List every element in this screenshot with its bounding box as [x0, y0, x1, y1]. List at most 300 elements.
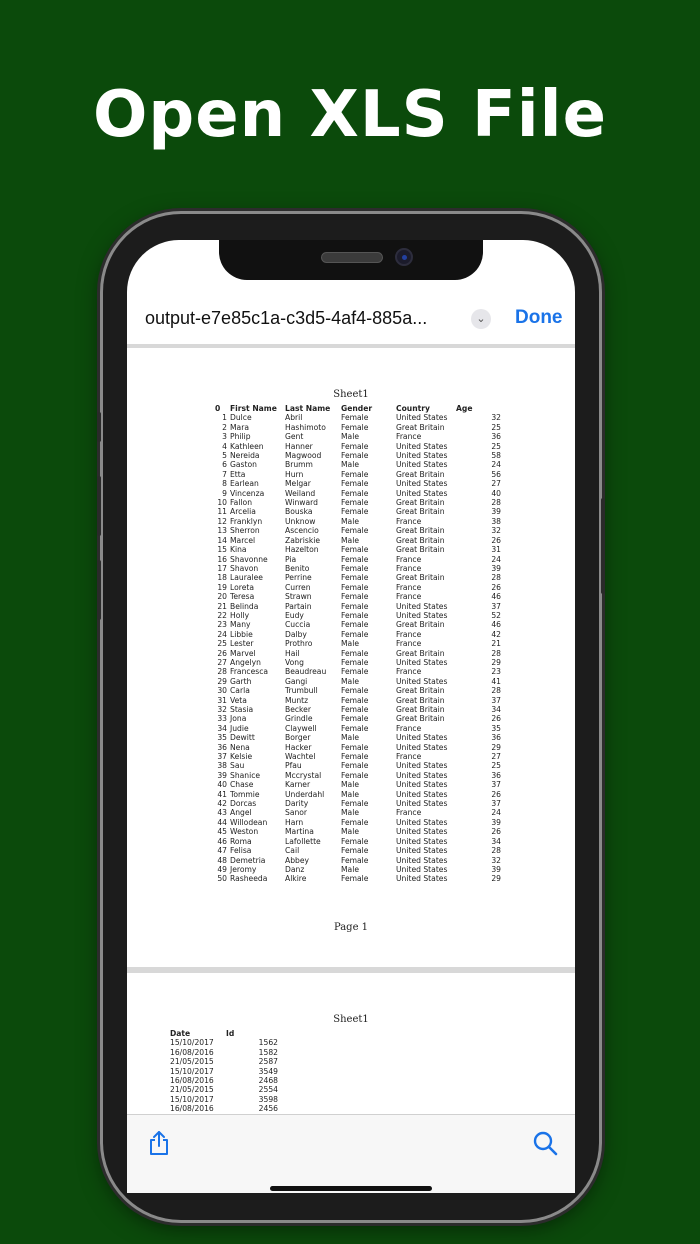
- table-cell: 24: [491, 808, 501, 818]
- table-cell: Great Britain: [396, 422, 445, 432]
- table-cell: Arcelia: [230, 507, 256, 517]
- table-row: [215, 423, 501, 432]
- table-cell: Sherron: [230, 526, 260, 536]
- table-cell: Female: [341, 498, 369, 508]
- table-cell: Female: [341, 573, 369, 583]
- table-cell: Nereida: [230, 451, 260, 461]
- table-cell: 42: [217, 799, 227, 809]
- table-cell: Etta: [230, 469, 246, 479]
- table-cell: Sanor: [285, 808, 308, 818]
- table-cell: 4: [222, 441, 227, 451]
- table-row: [215, 564, 501, 573]
- table-cell: Harn: [285, 817, 304, 827]
- table-cell: 26: [491, 582, 501, 592]
- table-cell: Female: [341, 563, 369, 573]
- table-cell: 34: [491, 705, 501, 714]
- table-cell: 27: [491, 752, 501, 762]
- table-row: [215, 507, 501, 516]
- table-cell: United States: [396, 836, 448, 846]
- table-cell: Belinda: [230, 601, 259, 611]
- table-cell: Many: [230, 620, 251, 630]
- table-row: [215, 517, 501, 526]
- table-row: [215, 432, 501, 441]
- table-cell: 29: [217, 676, 227, 686]
- table-cell: Female: [341, 422, 369, 432]
- table-cell: 21/05/2015: [170, 1085, 214, 1095]
- table-cell: France: [396, 629, 422, 639]
- table-row: [170, 1057, 278, 1066]
- table-cell: France: [396, 639, 422, 649]
- table-row: [215, 677, 501, 686]
- table-cell: Female: [341, 469, 369, 479]
- table-cell: Beaudreau: [285, 667, 327, 677]
- table-cell: 48: [217, 855, 227, 865]
- table-cell: 32: [491, 855, 501, 865]
- table-cell: 28: [491, 498, 501, 508]
- table-cell: 26: [491, 827, 501, 837]
- table-cell: Carla: [230, 686, 250, 696]
- volume-down-button: [97, 560, 101, 620]
- table-cell: France: [396, 808, 422, 818]
- table-cell: 32: [491, 413, 501, 423]
- table-cell: 47: [217, 846, 227, 856]
- table-cell: 12: [217, 516, 227, 526]
- table-cell: Male: [341, 432, 359, 442]
- table-cell: 46: [491, 592, 501, 602]
- table-cell: 56: [491, 469, 501, 479]
- table-cell: Male: [341, 460, 359, 470]
- table-cell: Male: [341, 789, 359, 799]
- table-cell: United States: [396, 610, 448, 620]
- table-cell: 11: [217, 507, 227, 517]
- table-cell: 25: [491, 441, 501, 451]
- table-row: [215, 714, 501, 723]
- table-row: [215, 489, 501, 498]
- table-cell: 1562: [258, 1038, 278, 1048]
- table-cell: Martina: [285, 827, 314, 837]
- table-cell: 21/05/2015: [170, 1057, 214, 1067]
- table-cell: United States: [396, 789, 448, 799]
- table-cell: 36: [491, 770, 501, 780]
- table-row: [170, 1067, 278, 1076]
- table-cell: Partain: [285, 601, 312, 611]
- table-row: [215, 724, 501, 733]
- table-row: [215, 413, 501, 422]
- table-cell: 37: [491, 695, 501, 705]
- table-cell: 15/10/2017: [170, 1038, 214, 1048]
- table-cell: Female: [341, 705, 369, 714]
- table-cell: 31: [217, 695, 227, 705]
- table-cell: Weiland: [285, 488, 316, 498]
- table-cell: Female: [341, 601, 369, 611]
- table-row: [215, 696, 501, 705]
- table-cell: Claywell: [285, 723, 317, 733]
- sheet-title: Sheet1: [333, 389, 369, 400]
- table-cell: 39: [491, 864, 501, 874]
- table-cell: United States: [396, 479, 448, 489]
- table-cell: Grindle: [285, 714, 313, 724]
- table-cell: Francesca: [230, 667, 269, 677]
- table-cell: Dalby: [285, 629, 307, 639]
- table-cell: 46: [217, 836, 227, 846]
- table-row: [215, 611, 501, 620]
- table-cell: 19: [217, 582, 227, 592]
- table-cell: Female: [341, 723, 369, 733]
- table-cell: Great Britain: [396, 705, 445, 714]
- table-cell: 1: [222, 413, 227, 423]
- table-cell: 46: [491, 620, 501, 630]
- table-row: [215, 705, 501, 714]
- column-header: First Name: [230, 404, 277, 413]
- table-cell: 37: [491, 780, 501, 790]
- table-cell: Shavon: [230, 563, 259, 573]
- table-cell: 1582: [258, 1047, 278, 1057]
- table-cell: 37: [217, 752, 227, 762]
- table-cell: 42: [491, 629, 501, 639]
- table-cell: Vong: [285, 657, 304, 667]
- table-row: [215, 442, 501, 451]
- table-row: [215, 460, 501, 469]
- table-cell: Great Britain: [396, 695, 445, 705]
- table-cell: Gent: [285, 432, 304, 442]
- table-cell: Kina: [230, 545, 247, 555]
- table-row: [170, 1085, 278, 1094]
- table-cell: France: [396, 432, 422, 442]
- table-cell: Willodean: [230, 817, 268, 827]
- table-cell: Abbey: [285, 855, 310, 865]
- table-cell: 2: [222, 422, 227, 432]
- table-cell: 33: [217, 714, 227, 724]
- table-cell: Male: [341, 516, 359, 526]
- sheet-title: Sheet1: [333, 1014, 369, 1025]
- table-cell: Male: [341, 639, 359, 649]
- table-cell: Demetria: [230, 855, 266, 865]
- table-row: [215, 639, 501, 648]
- table-cell: 24: [491, 554, 501, 564]
- table-cell: Chase: [230, 780, 254, 790]
- table-cell: Judie: [230, 723, 249, 733]
- table-cell: Female: [341, 742, 369, 752]
- table-cell: 16/08/2016: [170, 1047, 214, 1057]
- mute-switch: [97, 412, 101, 442]
- table-cell: Karner: [285, 780, 311, 790]
- table-cell: Libbie: [230, 629, 253, 639]
- table-cell: Jona: [230, 714, 247, 724]
- table-row: [215, 658, 501, 667]
- table-cell: Great Britain: [396, 648, 445, 658]
- table-cell: Ascencio: [285, 526, 319, 536]
- table-cell: 2468: [258, 1076, 278, 1086]
- table-row: [215, 573, 501, 582]
- table-cell: Alkire: [285, 874, 307, 884]
- table-cell: Kathleen: [230, 441, 264, 451]
- table-cell: Male: [341, 827, 359, 837]
- speaker: [321, 252, 383, 263]
- table-cell: 39: [491, 817, 501, 827]
- table-row: [215, 620, 501, 629]
- share-icon[interactable]: [145, 1129, 173, 1157]
- data-table: [170, 1029, 278, 1123]
- table-row: [215, 818, 501, 827]
- table-row: [215, 536, 501, 545]
- table-cell: Strawn: [285, 592, 312, 602]
- table-cell: Female: [341, 507, 369, 517]
- table-cell: 49: [217, 864, 227, 874]
- table-body: [215, 413, 501, 883]
- table-row: [170, 1038, 278, 1047]
- table-cell: United States: [396, 770, 448, 780]
- table-cell: 29: [491, 657, 501, 667]
- table-cell: Hashimoto: [285, 422, 326, 432]
- table-row: [215, 526, 501, 535]
- table-cell: Roma: [230, 836, 252, 846]
- table-cell: Zabriskie: [285, 535, 321, 545]
- table-cell: United States: [396, 780, 448, 790]
- table-cell: 26: [491, 535, 501, 545]
- table-cell: Female: [341, 413, 369, 423]
- table-cell: France: [396, 582, 422, 592]
- table-cell: 36: [491, 432, 501, 442]
- table-cell: United States: [396, 488, 448, 498]
- table-cell: Great Britain: [396, 686, 445, 696]
- table-row: [215, 630, 501, 639]
- table-cell: Darity: [285, 799, 309, 809]
- chevron-down-icon[interactable]: ⌄: [471, 309, 491, 329]
- table-row: [215, 743, 501, 752]
- table-cell: United States: [396, 846, 448, 856]
- table-cell: Shavonne: [230, 554, 268, 564]
- table-cell: Pfau: [285, 761, 302, 771]
- table-cell: Female: [341, 451, 369, 461]
- table-cell: Female: [341, 770, 369, 780]
- table-cell: Lester: [230, 639, 254, 649]
- table-cell: 34: [491, 836, 501, 846]
- table-cell: 35: [217, 733, 227, 743]
- table-cell: Female: [341, 441, 369, 451]
- document-viewer[interactable]: [127, 344, 575, 1114]
- table-cell: 2554: [258, 1085, 278, 1095]
- table-cell: 36: [217, 742, 227, 752]
- table-cell: 16/08/2016: [170, 1076, 214, 1086]
- table-cell: Tommie: [230, 789, 260, 799]
- table-cell: Female: [341, 554, 369, 564]
- table-cell: 32: [491, 526, 501, 536]
- table-cell: United States: [396, 657, 448, 667]
- table-cell: 36: [491, 733, 501, 743]
- table-cell: Female: [341, 855, 369, 865]
- table-cell: Underdahl: [285, 789, 325, 799]
- table-cell: United States: [396, 874, 448, 884]
- table-cell: Hail: [285, 648, 300, 658]
- table-cell: Dulce: [230, 413, 252, 423]
- table-cell: Cuccia: [285, 620, 311, 630]
- table-row: [170, 1048, 278, 1057]
- table-cell: Hurn: [285, 469, 304, 479]
- table-cell: 23: [217, 620, 227, 630]
- table-cell: 25: [491, 422, 501, 432]
- table-row: [215, 874, 501, 883]
- search-icon[interactable]: [531, 1129, 559, 1157]
- table-cell: Becker: [285, 705, 311, 714]
- table-cell: Danz: [285, 864, 305, 874]
- table-cell: 15/10/2017: [170, 1066, 214, 1076]
- table-row: [215, 479, 501, 488]
- bottom-toolbar: [127, 1114, 575, 1193]
- table-row: [215, 808, 501, 817]
- table-cell: Female: [341, 686, 369, 696]
- table-cell: Hacker: [285, 742, 312, 752]
- table-cell: Gangi: [285, 676, 308, 686]
- viewer-toolbar: [127, 300, 575, 346]
- table-cell: Male: [341, 676, 359, 686]
- table-cell: 20: [217, 592, 227, 602]
- table-cell: United States: [396, 855, 448, 865]
- table-cell: 18: [217, 573, 227, 583]
- table-cell: Earlean: [230, 479, 259, 489]
- table-cell: 26: [491, 714, 501, 724]
- table-row: [170, 1104, 278, 1113]
- table-row: [215, 846, 501, 855]
- table-cell: Melgar: [285, 479, 311, 489]
- table-cell: Nena: [230, 742, 250, 752]
- table-cell: Great Britain: [396, 507, 445, 517]
- table-row: [215, 837, 501, 846]
- table-cell: Stasia: [230, 705, 254, 714]
- table-cell: 40: [491, 488, 501, 498]
- table-cell: 30: [217, 686, 227, 696]
- table-cell: Male: [341, 535, 359, 545]
- table-row: [215, 451, 501, 460]
- table-cell: Perrine: [285, 573, 312, 583]
- table-cell: Female: [341, 620, 369, 630]
- table-cell: Loreta: [230, 582, 255, 592]
- table-row: [215, 790, 501, 799]
- table-row: [215, 667, 501, 676]
- table-row: [170, 1095, 278, 1104]
- column-header: Gender: [341, 404, 373, 413]
- volume-up-button: [97, 476, 101, 536]
- table-cell: 40: [217, 780, 227, 790]
- table-cell: Hazelton: [285, 545, 319, 555]
- table-row: [215, 649, 501, 658]
- table-cell: 39: [491, 563, 501, 573]
- table-cell: 10: [217, 498, 227, 508]
- table-cell: Female: [341, 582, 369, 592]
- table-cell: Female: [341, 629, 369, 639]
- table-row: [215, 498, 501, 507]
- table-cell: 28: [491, 573, 501, 583]
- table-cell: United States: [396, 451, 448, 461]
- table-cell: Hanner: [285, 441, 313, 451]
- table-cell: Lafollette: [285, 836, 321, 846]
- table-cell: United States: [396, 601, 448, 611]
- camera: [395, 248, 413, 266]
- table-cell: Trumbull: [285, 686, 318, 696]
- table-cell: United States: [396, 441, 448, 451]
- table-cell: France: [396, 592, 422, 602]
- table-cell: Abril: [285, 413, 303, 423]
- home-indicator: [270, 1186, 432, 1191]
- table-cell: Wachtel: [285, 752, 316, 762]
- phone-screen: [127, 240, 575, 1192]
- table-cell: United States: [396, 676, 448, 686]
- done-button[interactable]: Done: [515, 307, 563, 328]
- headline: Open XLS File: [93, 78, 607, 152]
- table-cell: 24: [491, 460, 501, 470]
- table-cell: Great Britain: [396, 526, 445, 536]
- power-button: [601, 498, 605, 594]
- table-cell: Marcel: [230, 535, 256, 545]
- table-row: [215, 799, 501, 808]
- table-cell: Unknow: [285, 516, 316, 526]
- table-cell: Great Britain: [396, 498, 445, 508]
- table-cell: 41: [491, 676, 501, 686]
- table-header-row: [215, 404, 501, 413]
- table-row: [215, 733, 501, 742]
- column-header: Id: [226, 1029, 235, 1038]
- table-cell: 13: [217, 526, 227, 536]
- table-cell: Great Britain: [396, 545, 445, 555]
- table-cell: United States: [396, 817, 448, 827]
- table-cell: 3598: [258, 1094, 278, 1104]
- table-row: [215, 470, 501, 479]
- table-cell: Female: [341, 479, 369, 489]
- table-row: [215, 865, 501, 874]
- table-cell: United States: [396, 799, 448, 809]
- table-cell: Kelsie: [230, 752, 253, 762]
- document-title[interactable]: output-e7e85c1a-c3d5-4af4-885a...: [145, 308, 428, 328]
- table-cell: Female: [341, 752, 369, 762]
- table-row: [215, 780, 501, 789]
- table-cell: United States: [396, 460, 448, 470]
- table-cell: 16: [217, 554, 227, 564]
- table-cell: 50: [217, 874, 227, 884]
- table-cell: Female: [341, 610, 369, 620]
- table-cell: 28: [217, 667, 227, 677]
- table-row: [215, 771, 501, 780]
- table-cell: Dorcas: [230, 799, 257, 809]
- table-cell: 29: [491, 742, 501, 752]
- table-cell: Benito: [285, 563, 310, 573]
- table-cell: Pia: [285, 554, 297, 564]
- table-cell: 39: [491, 507, 501, 517]
- table-cell: Female: [341, 799, 369, 809]
- table-cell: 45: [217, 827, 227, 837]
- table-cell: Winward: [285, 498, 318, 508]
- table-cell: Mara: [230, 422, 249, 432]
- table-row: [215, 856, 501, 865]
- table-cell: Female: [341, 846, 369, 856]
- table-cell: France: [396, 667, 422, 677]
- table-cell: Great Britain: [396, 573, 445, 583]
- table-cell: Fallon: [230, 498, 253, 508]
- table-cell: Great Britain: [396, 535, 445, 545]
- table-body: [170, 1038, 278, 1123]
- table-cell: Female: [341, 667, 369, 677]
- table-cell: 22: [217, 610, 227, 620]
- table-cell: Great Britain: [396, 469, 445, 479]
- table-cell: United States: [396, 827, 448, 837]
- table-cell: 27: [217, 657, 227, 667]
- table-cell: Female: [341, 526, 369, 536]
- table-cell: Vincenza: [230, 488, 265, 498]
- table-cell: 25: [491, 761, 501, 771]
- table-cell: 26: [491, 789, 501, 799]
- table-cell: 26: [217, 648, 227, 658]
- table-row: [170, 1076, 278, 1085]
- table-cell: 37: [491, 601, 501, 611]
- column-header: Age: [456, 404, 473, 413]
